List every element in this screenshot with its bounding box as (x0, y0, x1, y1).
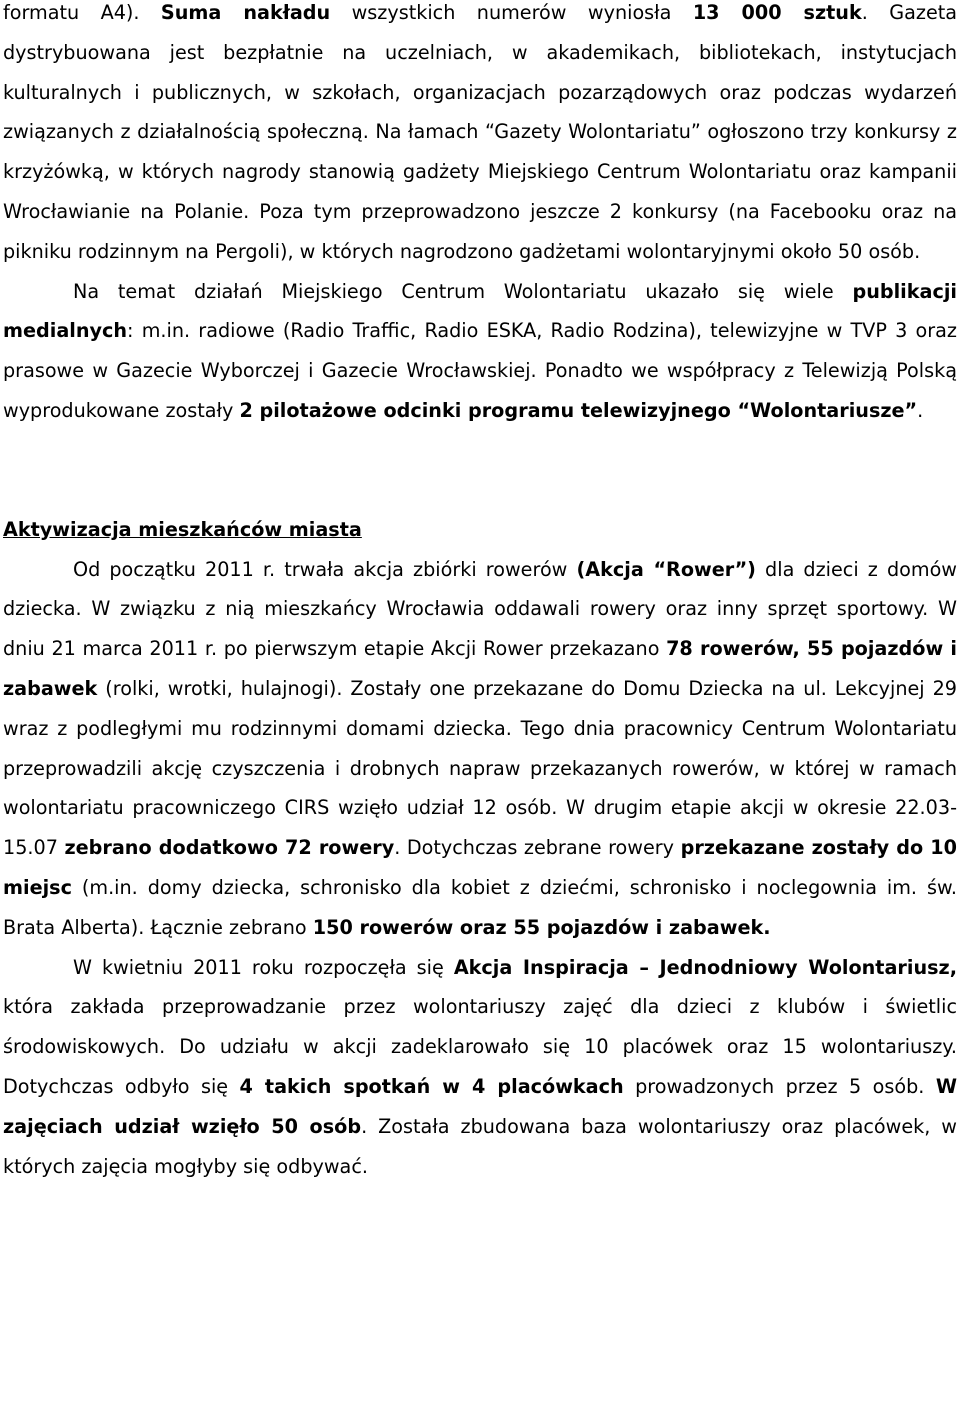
intro-paragraph: formatu A4). Suma nakładu wszystkich numerów wyniosła 13 000 sztuk. Gazeta dystrybuowana jest bezpłatnie na uczelniach, w akademikach, bibliotekach, instytucjach kulturalnych i publicznych, w szkołach, organizacjach pozarządowych oraz podczas wydarzeń związanych z działalnością społeczną. Na łamach “Gazety Wolontariatu” ogłoszono trzy konkursy z krzyżówką, w których nagrody stanowią gadżety Miejskiego Centrum Wolontariatu oraz kampanii Wrocławianie na Polanie. Poza tym przeprowadzono jeszcze 2 konkursy (na Facebooku oraz na pikniku rodzinnym na Pergoli), w których nagrodzono gadżetami wolontaryjnymi około 50 osób. (3, 1, 958, 263)
bold-phrase: 150 rowerów oraz 55 pojazdów i zabawek. (312, 915, 771, 939)
bold-phrase: W zajęciach udział wzięło 50 osób (3, 1074, 958, 1138)
bold-phrase: 2 pilotażowe odcinki programu telewizyjnego “Wolontariusze” (239, 398, 918, 422)
section-heading: Aktywizacja mieszkańców miasta (3, 517, 362, 541)
bold-phrase: 4 takich spotkań w 4 placówkach (239, 1074, 624, 1098)
bold-phrase: publikacji medialnych (3, 279, 957, 343)
bold-phrase: Akcja Inspiracja – Jednodniowy Wolontariusz, (453, 955, 957, 979)
bold-phrase: 78 rowerów, 55 pojazdów i zabawek (3, 637, 957, 700)
inspiracja-paragraph: W kwietniu 2011 roku rozpoczęła się Akcja Inspiracja – Jednodniowy Wolontariusz, która zakłada przeprowadzanie przez wolontariuszy zajęć dla dzieci z klubów i świetlic środowiskowych. Do udziału w akcji zadeklarowało się 10 placówek oraz 15 wolontariuszy. Dotychczas odbyło się 4 takich spotkań w 4 placówkach prowadzonych przez 5 osób. W zajęciach udział wzięło 50 osób. Została zbudowana baza wolontariuszy oraz placówek, w których zajęcia mogłyby się odbywać. (3, 955, 958, 1178)
bold-phrase: Suma nakładu (160, 1, 331, 24)
bold-phrase: 13 000 sztuk (692, 1, 862, 24)
bold-phrase: przekazane zostały do 10 miejsc (3, 836, 957, 899)
media-paragraph: Na temat działań Miejskiego Centrum Wolontariatu ukazało się wiele publikacji medialnych: m.in. radiowe (Radio Traffic, Radio ESKA, Radio Rodzina), telewizyjne w TVP 3 oraz prasowe w Gazecie Wyborczej i Gazecie Wrocławskiej. Ponadto we współpracy z Telewizją Polską wyprodukowane zostały 2 pilotażowe odcinki programu telewizyjnego “Wolontariusze”. (3, 279, 957, 422)
rower-paragraph: Od początku 2011 r. trwała akcja zbiórki rowerów (Akcja “Rower”) dla dzieci z domów dziecka. W związku z nią mieszkańcy Wrocławia oddawali rowery oraz inny sprzęt sportowy. W dniu 21 marca 2011 r. po pierwszym etapie Akcji Rower przekazano 78 rowerów, 55 pojazdów i zabawek (rolki, wrotki, hulajnogi). Zostały one przekazane do Domu Dziecka na ul. Lekcyjnej 29 wraz z podległymi mu rodzinnymi domami dziecka. Tego dnia pracownicy Centrum Wolontariatu przeprowadzili akcję czyszczenia i drobnych napraw przekazanych rowerów, w której w ramach wolontariatu pracowniczego CIRS wzięło udział 12 osób. W drugim etapie akcji w okresie 22.03-15.07 zebrano dodatkowo 72 rowery. Dotychczas zebrane rowery przekazane zostały do 10 miejsc (m.in. domy dziecka, schronisko dla kobiet z dziećmi, schronisko i noclegownia im. św. Brata Alberta). Łącznie zebrano 150 rowerów oraz 55 pojazdów i zabawek. (3, 557, 957, 939)
bold-phrase: (Akcja “Rower”) (576, 557, 756, 581)
bold-phrase: zebrano dodatkowo 72 rowery (64, 836, 395, 860)
section-spacer (3, 431, 957, 510)
